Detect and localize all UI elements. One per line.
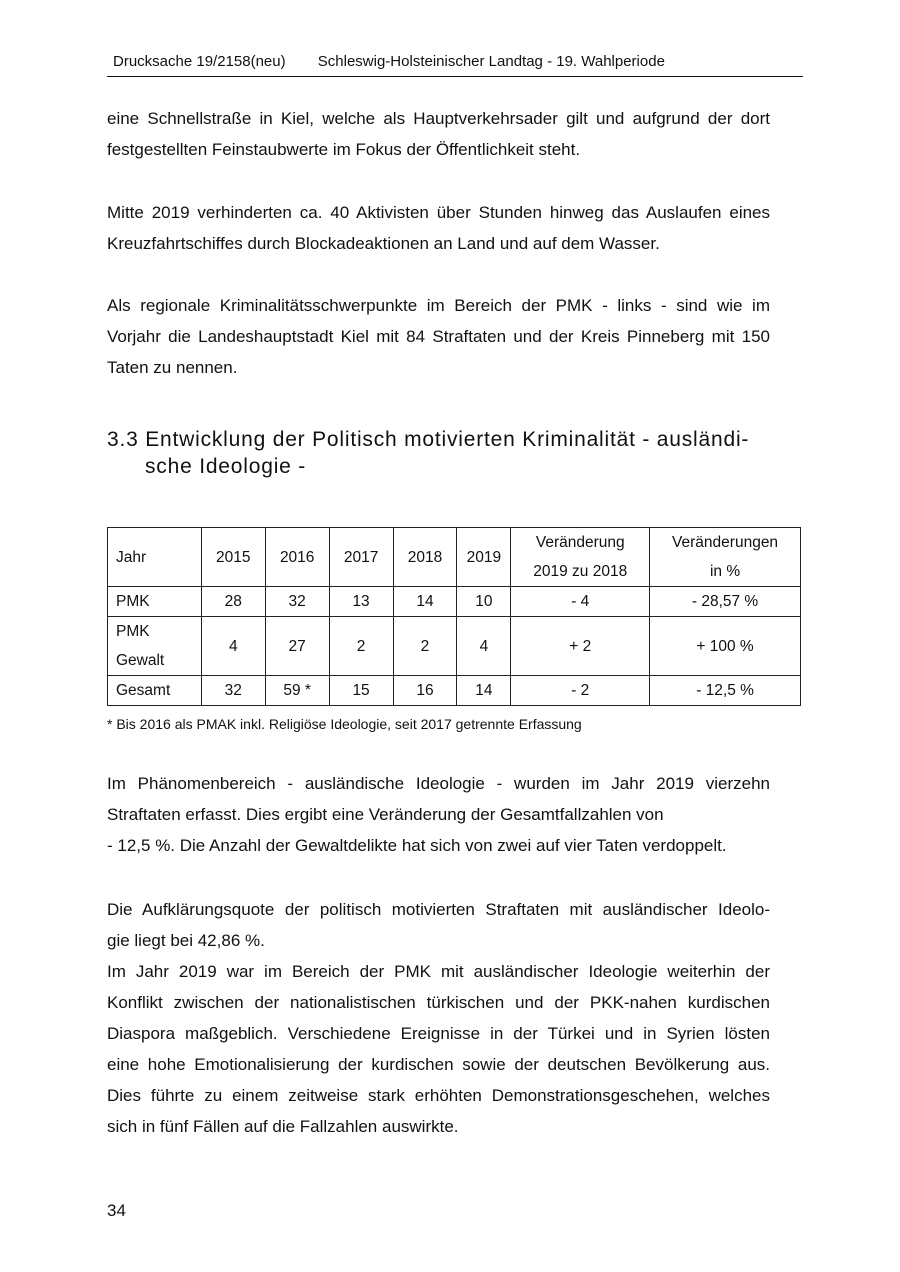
table-cell-change-pct: + 100 % <box>650 617 801 676</box>
text-line: Kreuzfahrtschiffes durch Blockadeaktionen an Land und auf dem Wasser. <box>107 234 660 253</box>
statistics-table <box>107 527 801 706</box>
table-cell-change: - 4 <box>511 587 650 617</box>
table-cell-change: + 2 <box>511 617 650 676</box>
text-line: Als regionale Kriminalitätsschwerpunkte im Bereich der PMK - links - sind wie im <box>107 296 770 315</box>
text-line: gie liegt bei 42,86 %. <box>107 931 265 950</box>
paragraph-kriminalitaetsschwerpunkte <box>107 290 770 383</box>
text-line: Straftaten erfasst. Dies ergibt eine Veränderung der Gesamtfallzahlen von <box>107 805 664 824</box>
table-header-row <box>108 528 801 587</box>
table-row <box>108 617 801 676</box>
text-line: Vorjahr die Landeshauptstadt Kiel mit 84 Straftaten und der Kreis Pinneberg mit 150 <box>107 327 770 346</box>
table-cell: 14 <box>457 676 511 706</box>
table-cell: 14 <box>393 587 457 617</box>
table-cell: 27 <box>265 617 329 676</box>
paragraph-phaenomenbereich <box>107 768 770 861</box>
table-cell-change: - 2 <box>511 676 650 706</box>
table-cell: 4 <box>201 617 265 676</box>
table-footnote: * Bis 2016 als PMAK inkl. Religiöse Ideologie, seit 2017 getrennte Erfassung <box>107 716 582 732</box>
page-number: 34 <box>107 1201 126 1220</box>
text-line: Im Jahr 2019 war im Bereich der PMK mit ausländischer Ideologie weiterhin der <box>107 962 770 981</box>
header-cell-line: in % <box>709 563 741 580</box>
row-label <box>108 617 202 676</box>
header-cell-year: 2018 <box>393 528 457 587</box>
text-line: festgestellten Feinstaubwerte im Fokus der Öffentlichkeit steht. <box>107 140 581 159</box>
parliament-title: Schleswig-Holsteinischer Landtag - 19. Wahlperiode <box>317 53 665 70</box>
heading-line: sche Ideologie - <box>145 455 307 478</box>
header-cell-year: 2015 <box>201 528 265 587</box>
text-line: eine Schnellstraße in Kiel, welche als Hauptverkehrsader gilt und aufgrund der dort <box>107 109 770 128</box>
text-line: sich in fünf Fällen auf die Fallzahlen auswirkte. <box>107 1117 459 1136</box>
table-cell: 2 <box>329 617 393 676</box>
table-row <box>108 587 801 617</box>
header-cell-year: 2017 <box>329 528 393 587</box>
text-line: Mitte 2019 verhinderten ca. 40 Aktivisten über Stunden hinweg das Auslaufen eines <box>107 203 770 222</box>
header-cell-line: Veränderung <box>535 534 625 551</box>
row-label: Gesamt <box>108 676 202 706</box>
header-divider <box>107 76 803 77</box>
text-line: Im Phänomenbereich - ausländische Ideologie - wurden im Jahr 2019 vierzehn <box>107 774 770 793</box>
table-cell: 2 <box>393 617 457 676</box>
table-cell: 10 <box>457 587 511 617</box>
text-line: Konflikt zwischen der nationalistischen türkischen und der PKK-nahen kurdischen <box>107 993 770 1012</box>
table-cell: 4 <box>457 617 511 676</box>
paragraph-aufklaerungsquote <box>107 894 770 1142</box>
text-line: Diaspora maßgeblich. Verschiedene Ereignisse in der Türkei und in Syrien lösten <box>107 1024 770 1043</box>
table-cell-change-pct: - 12,5 % <box>650 676 801 706</box>
table-cell: 13 <box>329 587 393 617</box>
section-heading <box>107 426 787 480</box>
text-line: eine hohe Emotionalisierung der kurdischen sowie der deutschen Bevölkerung aus. <box>107 1055 770 1074</box>
text-line: - 12,5 %. Die Anzahl der Gewaltdelikte hat sich von zwei auf vier Taten verdoppelt. <box>107 836 727 855</box>
paragraph-schnellstrasse <box>107 103 770 165</box>
table-cell: 32 <box>201 676 265 706</box>
header-cell-change <box>511 528 650 587</box>
header-cell-jahr: Jahr <box>108 528 202 587</box>
text-line: Dies führte zu einem zeitweise stark erhöhten Demonstrationsgeschehen, welches <box>107 1086 770 1105</box>
table-row <box>108 676 801 706</box>
table-cell: 59 * <box>265 676 329 706</box>
text-line: Taten zu nennen. <box>107 358 238 377</box>
table-cell: 32 <box>265 587 329 617</box>
header-cell-year: 2019 <box>457 528 511 587</box>
paragraph-kreuzfahrt <box>107 197 770 259</box>
header-cell-year: 2016 <box>265 528 329 587</box>
document-number: Drucksache 19/2158(neu) <box>113 53 286 70</box>
table-cell-change-pct: - 28,57 % <box>650 587 801 617</box>
table-cell: 16 <box>393 676 457 706</box>
header-cell-change-pct <box>650 528 801 587</box>
text-line: Die Aufklärungsquote der politisch motivierten Straftaten mit ausländischer Ideolo- <box>107 900 770 919</box>
header-cell-line: 2019 zu 2018 <box>533 563 628 580</box>
heading-line: 3.3 Entwicklung der Politisch motivierten Kriminalität - ausländi- <box>107 428 750 451</box>
row-label: PMK <box>108 587 202 617</box>
table-cell: 15 <box>329 676 393 706</box>
row-label-line: PMK <box>116 623 150 640</box>
table-cell: 28 <box>201 587 265 617</box>
header-cell-line: Veränderungen <box>672 534 779 551</box>
row-label-line: Gewalt <box>116 652 165 669</box>
page-header <box>107 52 803 72</box>
